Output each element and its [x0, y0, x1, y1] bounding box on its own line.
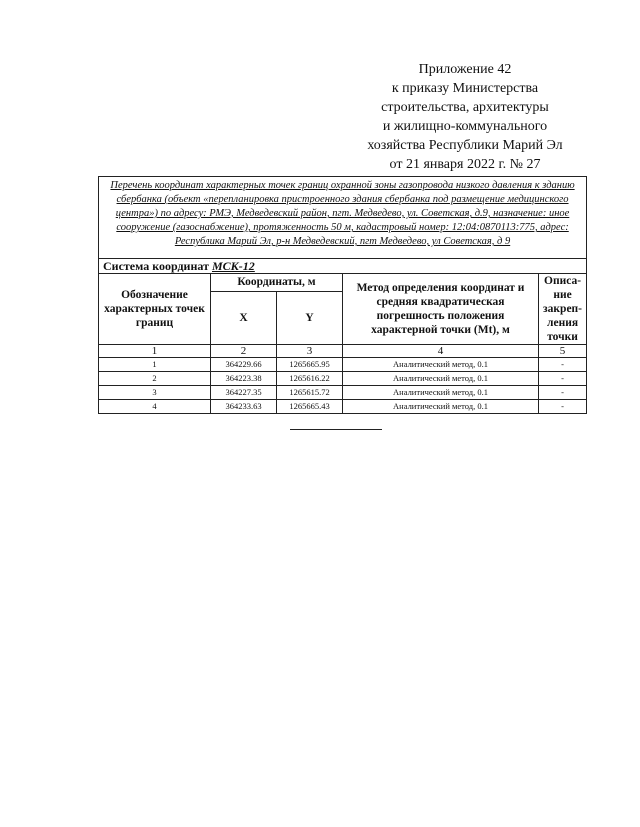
coordinate-system-label: Система координат	[103, 259, 209, 273]
column-number: 4	[343, 345, 539, 358]
column-number: 2	[211, 345, 277, 358]
caption-text: Перечень координат характерных точек границ охранной зоны газопровода низкого давления к зданию сбербанка (объект «перепланировка пристроенного здания сбербанка под размещение медицинского центра») по адресу: РМЭ, Медведевский район, пгт. Медведево, ул. Советская, д.9, назначение: иное сооружение (газоснабжение), протяженность 50 м, кадастровый номер: 12:04:0870113:775, адрес: Республика Марий Эл, р-н Медведевский, пгт Медведево, ул Советская, д 9	[110, 180, 575, 247]
point-number: 2	[99, 372, 211, 386]
column-number: 1	[99, 345, 211, 358]
col-header-designation: Обозначение характерных точек границ	[99, 274, 211, 345]
header-line: и жилищно-коммунального	[382, 119, 548, 134]
coordinate-system-value: МСК-12	[211, 259, 255, 273]
col-header-x: X	[211, 291, 277, 344]
table-row	[99, 358, 587, 372]
point-number: 3	[99, 386, 211, 400]
table-caption	[99, 177, 587, 259]
method-value: Аналитический метод, 0.1	[343, 372, 539, 386]
header-line: Приложение 42	[418, 62, 512, 77]
table-row	[99, 386, 587, 400]
column-number-row	[99, 345, 587, 358]
x-value: 364223.38	[211, 372, 277, 386]
y-value: 1265665.43	[277, 400, 343, 414]
x-value: 364233.63	[211, 400, 277, 414]
header-line: строительства, архитектуры	[381, 100, 549, 115]
point-number: 4	[99, 400, 211, 414]
table-row	[99, 400, 587, 414]
x-value: 364229.66	[211, 358, 277, 372]
y-value: 1265615.72	[277, 386, 343, 400]
col-header-coords: Координаты, м	[211, 274, 343, 292]
end-of-document-line	[290, 429, 382, 430]
description-value: -	[539, 358, 587, 372]
header-line: хозяйства Республики Марий Эл	[367, 138, 563, 153]
col-header-description: Описа-ние закреп-ления точки	[539, 274, 587, 345]
appendix-header	[340, 60, 590, 174]
y-value: 1265665.95	[277, 358, 343, 372]
header-line: от 21 января 2022 г. № 27	[389, 157, 541, 172]
method-value: Аналитический метод, 0.1	[343, 358, 539, 372]
y-value: 1265616.22	[277, 372, 343, 386]
coordinate-system-row	[99, 259, 587, 274]
point-number: 1	[99, 358, 211, 372]
method-value: Аналитический метод, 0.1	[343, 386, 539, 400]
description-value: -	[539, 386, 587, 400]
table-row	[99, 372, 587, 386]
x-value: 364227.35	[211, 386, 277, 400]
method-value: Аналитический метод, 0.1	[343, 400, 539, 414]
coordinates-table	[98, 176, 587, 414]
column-number: 3	[277, 345, 343, 358]
header-line: к приказу Министерства	[391, 81, 539, 96]
col-header-method: Метод определения координат и средняя квадратическая погрешность положения характерной точки (Mt), м	[343, 274, 539, 345]
description-value: -	[539, 400, 587, 414]
description-value: -	[539, 372, 587, 386]
col-header-y: Y	[277, 291, 343, 344]
column-number: 5	[539, 345, 587, 358]
